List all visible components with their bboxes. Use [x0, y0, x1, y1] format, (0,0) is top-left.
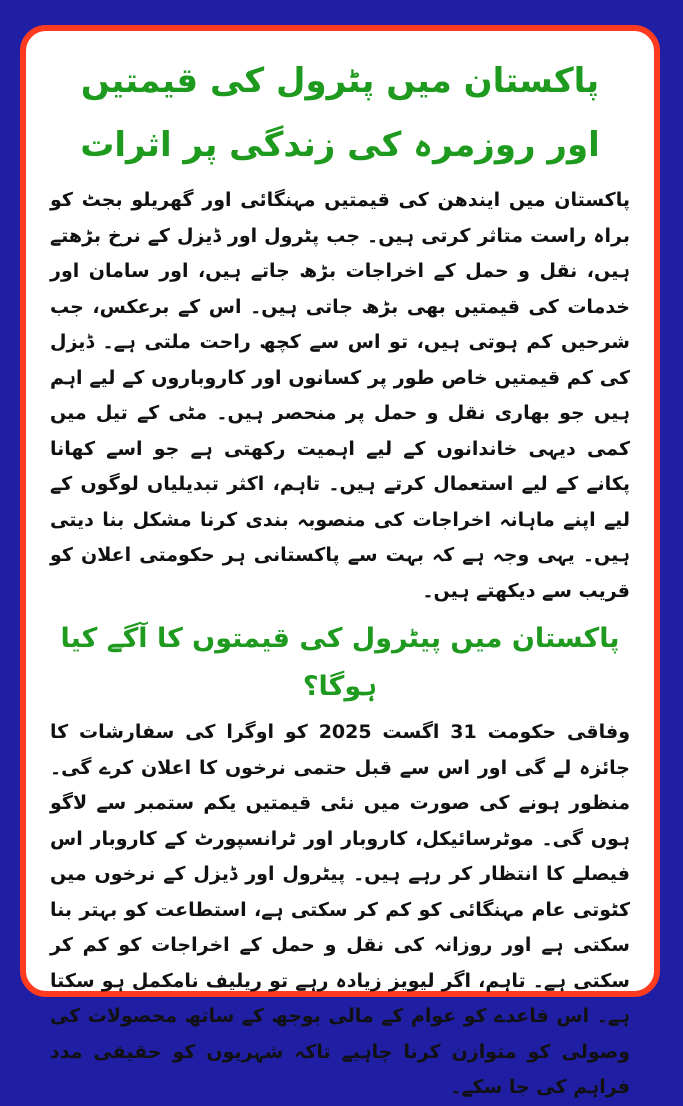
section-heading: پاکستان میں پیٹرول کی قیمتوں کا آگے کیا ہوگا؟: [60, 623, 620, 702]
article-title: پاکستان میں پٹرول کی قیمتیں اور روزمرہ کی زندگی پر اثرات: [80, 61, 600, 165]
article-card: [20, 25, 660, 1098]
article-paragraph-2: وفاقی حکومت 31 اگست 2025 کو اوگرا کی سفارشات کا جائزہ لے گی اور اس سے قبل حتمی نرخوں کا اعلان کرے گی۔ منظور ہونے کی صورت میں نئی قیمتیں یکم ستمبر سے لاگو ہوں گی۔ موٹرسائیکل، کاروبار اور ٹرانسپورٹ کے کاروبار اس فیصلے کا انتظار کر رہے ہیں۔ پیٹرول اور ڈیزل کے نرخوں میں کٹوتی عام مہنگائی کو کم کر سکتی ہے، استطاعت کو بہتر بنا سکتی ہے اور روزانہ کی نقل و حمل کے اخراجات کو کم کر سکتی ہے۔ تاہم، اگر لیویز زیادہ رہے تو ریلیف نامکمل ہو سکتا ہے۔ اس قاعدے کو عوام کے مالی بوجھ کے ساتھ محصولات کی وصولی کو متوازن کرنا چاہیے تاکہ شہریوں کو حقیقی مدد فراہم کی جا سکے۔: [50, 721, 630, 1098]
article-paragraph-1: پاکستان میں ایندھن کی قیمتیں مہنگائی اور گھریلو بجٹ کو براہ راست متاثر کرتی ہیں۔ جب پٹرول اور ڈیزل کے نرخ بڑھتے ہیں، نقل و حمل کے اخراجات بڑھ جاتے ہیں، اور سامان اور خدمات کی قیمتیں بھی بڑھ جاتی ہیں۔ اس کے برعکس، جب شرحیں کم ہوتی ہیں، تو اس سے کچھ راحت ملتی ہے۔ ڈیزل کی کم قیمتیں خاص طور پر کسانوں اور کاروباروں کے لیے اہم ہیں جو بھاری نقل و حمل پر منحصر ہیں۔ مٹی کے تیل میں کمی دیہی خاندانوں کے لیے اہمیت رکھتی ہے جو اسے کھانا پکانے کے لیے استعمال کرتے ہیں۔ تاہم، اکثر تبدیلیاں لوگوں کے لیے اپنے ماہانہ اخراجات کی منصوبہ بندی کرنا مشکل بنا دیتی ہیں۔ یہی وجہ ہے کہ بہت سے پاکستانی ہر حکومتی اعلان کو قریب سے دیکھتے ہیں۔: [50, 189, 630, 602]
